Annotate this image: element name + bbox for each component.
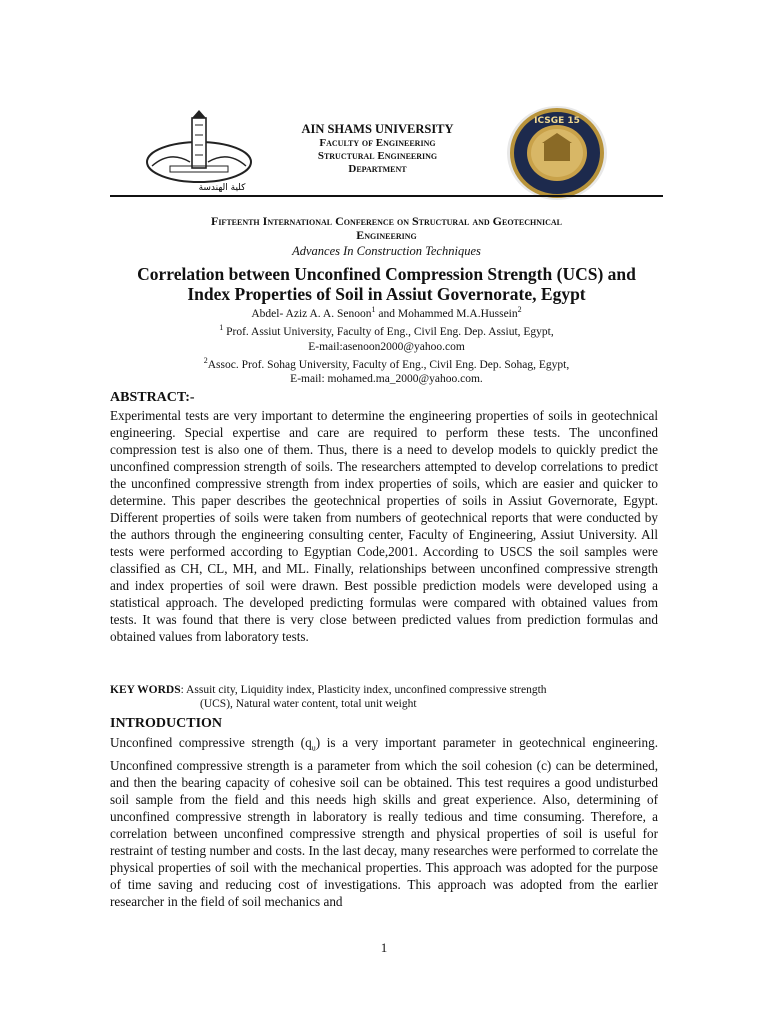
department-name-line2: Department bbox=[348, 163, 407, 175]
page-number: 1 bbox=[380, 940, 388, 955]
author-1: Abdel- Aziz A. A. Senoon bbox=[251, 307, 372, 320]
paper-title-line1: Correlation between Unconfined Compression Strength (UCS) and bbox=[137, 264, 636, 284]
logo-arabic-caption: كلية الهندسة bbox=[198, 183, 246, 192]
department-name-line1: Structural Engineering bbox=[317, 150, 438, 162]
introduction-text bbox=[110, 734, 658, 910]
affiliation-1-text: Prof. Assiut University, Faculty of Eng., Civil Eng. Dep. Assiut, Egypt, bbox=[223, 326, 554, 339]
keywords-line2: (UCS), Natural water content, total unit weight bbox=[200, 698, 417, 710]
introduction-heading: INTRODUCTION bbox=[110, 716, 223, 731]
keywords-line1: : Assuit city, Liquidity index, Plasticity index, unconfined compressive strength bbox=[180, 684, 547, 696]
keywords-label: KEY WORDS bbox=[110, 684, 181, 696]
university-name: AIN SHAMS UNIVERSITY bbox=[301, 122, 454, 136]
intro-text-rest: ) is a very important parameter in geotechnical engineering. Unconfined compressive strength is a parameter from which the soil cohesion (c) can be determined, and then the bearing capacity of cohesive soil can be obtained. This test requires a good undisturbed soil sample from the field and this needs high skills and great experience. Also, determining of unconfined compressive strength in laboratory is really tedious and time consuming. Therefore, a correlation between unconfined compressive strength and physical properties of soil is useful for restraint of testing number and costs. In the last decay, many researches were performed to correlate the physical properties of soil with the mechanical properties. This approach was adopted for the purpose of time saving and reducing cost of investigations. This approach was adopted from the earlier researcher in the field of soil mechanics and bbox=[110, 735, 658, 909]
conference-subtitle: Advances In Construction Techniques bbox=[292, 244, 481, 258]
affiliation-2 bbox=[110, 354, 663, 372]
header-divider bbox=[110, 195, 663, 197]
author-2-sup: 2 bbox=[517, 305, 522, 314]
author-block bbox=[110, 303, 663, 387]
conference-title-line1: Fifteenth International Conference on Structural and Geotechnical bbox=[210, 214, 562, 228]
abstract-heading: ABSTRACT:- bbox=[110, 390, 195, 405]
affiliation-2-text: Assoc. Prof. Sohag University, Faculty of Eng., Civil Eng. Dep. Sohag, Egypt, bbox=[207, 358, 570, 371]
paper-title bbox=[110, 264, 663, 304]
author-2: and Mohammed M.A.Hussein bbox=[375, 307, 518, 320]
conference-seal-logo bbox=[498, 103, 616, 201]
conference-title-line2: Engineering bbox=[356, 228, 417, 242]
abstract-text: Experimental tests are very important to determine the engineering properties of soils in geotechnical engineering. Special expertise and care are required to perform these tests. The unconfined compression test is also one of them. Thus, there is a need to develop models to quickly predict the unconfined compression strength of soils. The researchers attempted to develop correlations to predict the unconfined compressive strength from index properties of soils, which are easier and quicker to determine. This paper describes the geotechnical properties of soils in Assiut Governorate, Egypt. Different properties of soils were taken from numbers of geotechnical reports that were conducted by the authors through the engineering consulting center, Faculty of Engineering, Assiut University. All tests were performed according to Egyptian Code,2001. According to USCS the soil samples were classified as CH, CL, MH, and ML. Finally, relationships between unconfined compressive strength and index properties of soil were drawn. Best possible prediction models were developed using a statistical approach. The developed predicting formulas were compared with obtained values from tests. It was found that there is very close between predicted values from prediction formulas and obtained values from laboratory tests. bbox=[110, 408, 658, 644]
affiliation-1-sup: 1 bbox=[219, 323, 224, 333]
faculty-name: Faculty of Engineering bbox=[319, 137, 436, 149]
paper-title-line2: Index Properties of Soil in Assiut Governorate, Egypt bbox=[187, 284, 586, 304]
intro-text-start: Unconfined compressive strength (q bbox=[110, 735, 312, 750]
affiliation-1 bbox=[110, 321, 663, 339]
affiliation-2-sup: 2 bbox=[203, 356, 208, 366]
author-1-sup: 1 bbox=[371, 305, 376, 314]
keywords bbox=[110, 683, 663, 711]
intro-subscript: u bbox=[311, 743, 316, 753]
author-names bbox=[110, 303, 663, 321]
seal-text: ICSGE 15 bbox=[534, 116, 580, 126]
email-1: E-mail:asenoon2000@yahoo.com bbox=[308, 340, 465, 353]
conference-title bbox=[110, 214, 663, 242]
email-2: E-mail: mohamed.ma_2000@yahoo.com. bbox=[290, 373, 483, 386]
